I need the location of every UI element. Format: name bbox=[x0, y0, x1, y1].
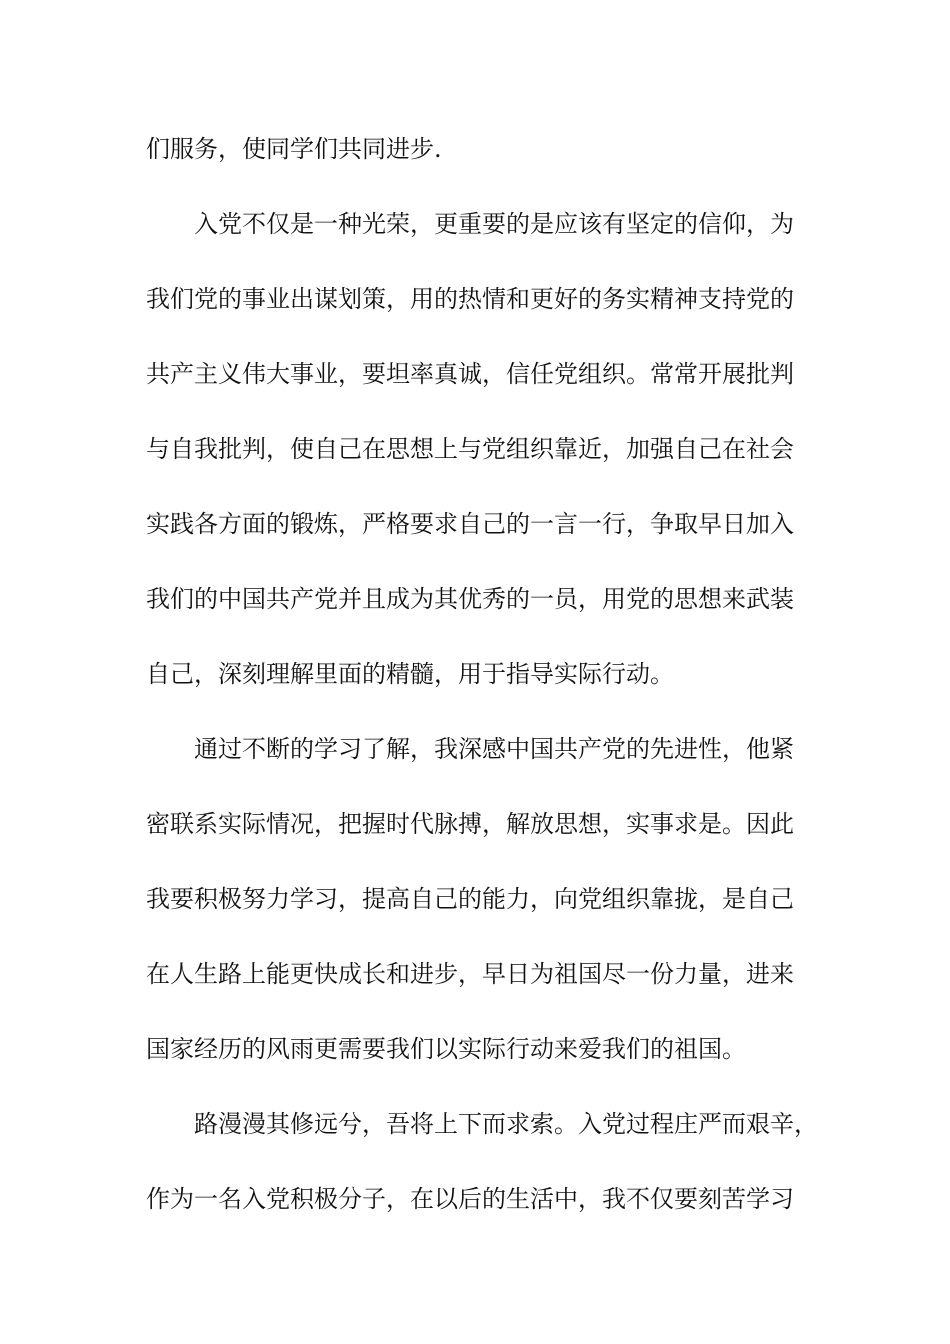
document-body bbox=[146, 128, 818, 1253]
text-line-13: 国家经历的风雨更需要我们以实际行动来爱我们的祖国。 bbox=[146, 1035, 746, 1063]
text-line-6: 实践各方面的锻炼，严格要求自己的一言一行，争取早日加入 bbox=[146, 510, 794, 538]
text-line-10: 密联系实际情况，把握时代脉搏，解放思想，实事求是。因此 bbox=[146, 810, 794, 838]
text-line-5: 与自我批判，使自己在思想上与党组织靠近，加强自己在社会 bbox=[146, 435, 794, 463]
paragraph-start-line: 入党不仅是一种光荣，更重要的是应该有坚定的信仰，为 bbox=[194, 210, 794, 238]
text-line-11: 我要积极努力学习，提高自己的能力，向党组织靠拢，是自己 bbox=[146, 885, 794, 913]
text-line-8: 自己，深刻理解里面的精髓，用于指导实际行动。 bbox=[146, 660, 674, 688]
text-line-4: 共产主义伟大事业，要坦率真诚，信任党组织。常常开展批判 bbox=[146, 360, 794, 388]
text-line-12: 在人生路上能更快成长和进步，早日为祖国尽一份力量，进来 bbox=[146, 960, 794, 988]
text-line-15: 作为一名入党积极分子，在以后的生活中，我不仅要刻苦学习 bbox=[146, 1185, 794, 1213]
text-line-1: 们服务，使同学们共同进步. bbox=[146, 135, 442, 163]
text-line-3: 我们党的事业出谋划策，用的热情和更好的务实精神支持党的 bbox=[146, 285, 794, 313]
text-line-7: 我们的中国共产党并且成为其优秀的一员，用党的思想来武装 bbox=[146, 585, 794, 613]
paragraph-start-line: 路漫漫其修远兮，吾将上下而求索。入党过程庄严而艰辛， bbox=[194, 1110, 818, 1138]
paragraph-start-line: 通过不断的学习了解，我深感中国共产党的先进性，他紧 bbox=[194, 735, 794, 763]
